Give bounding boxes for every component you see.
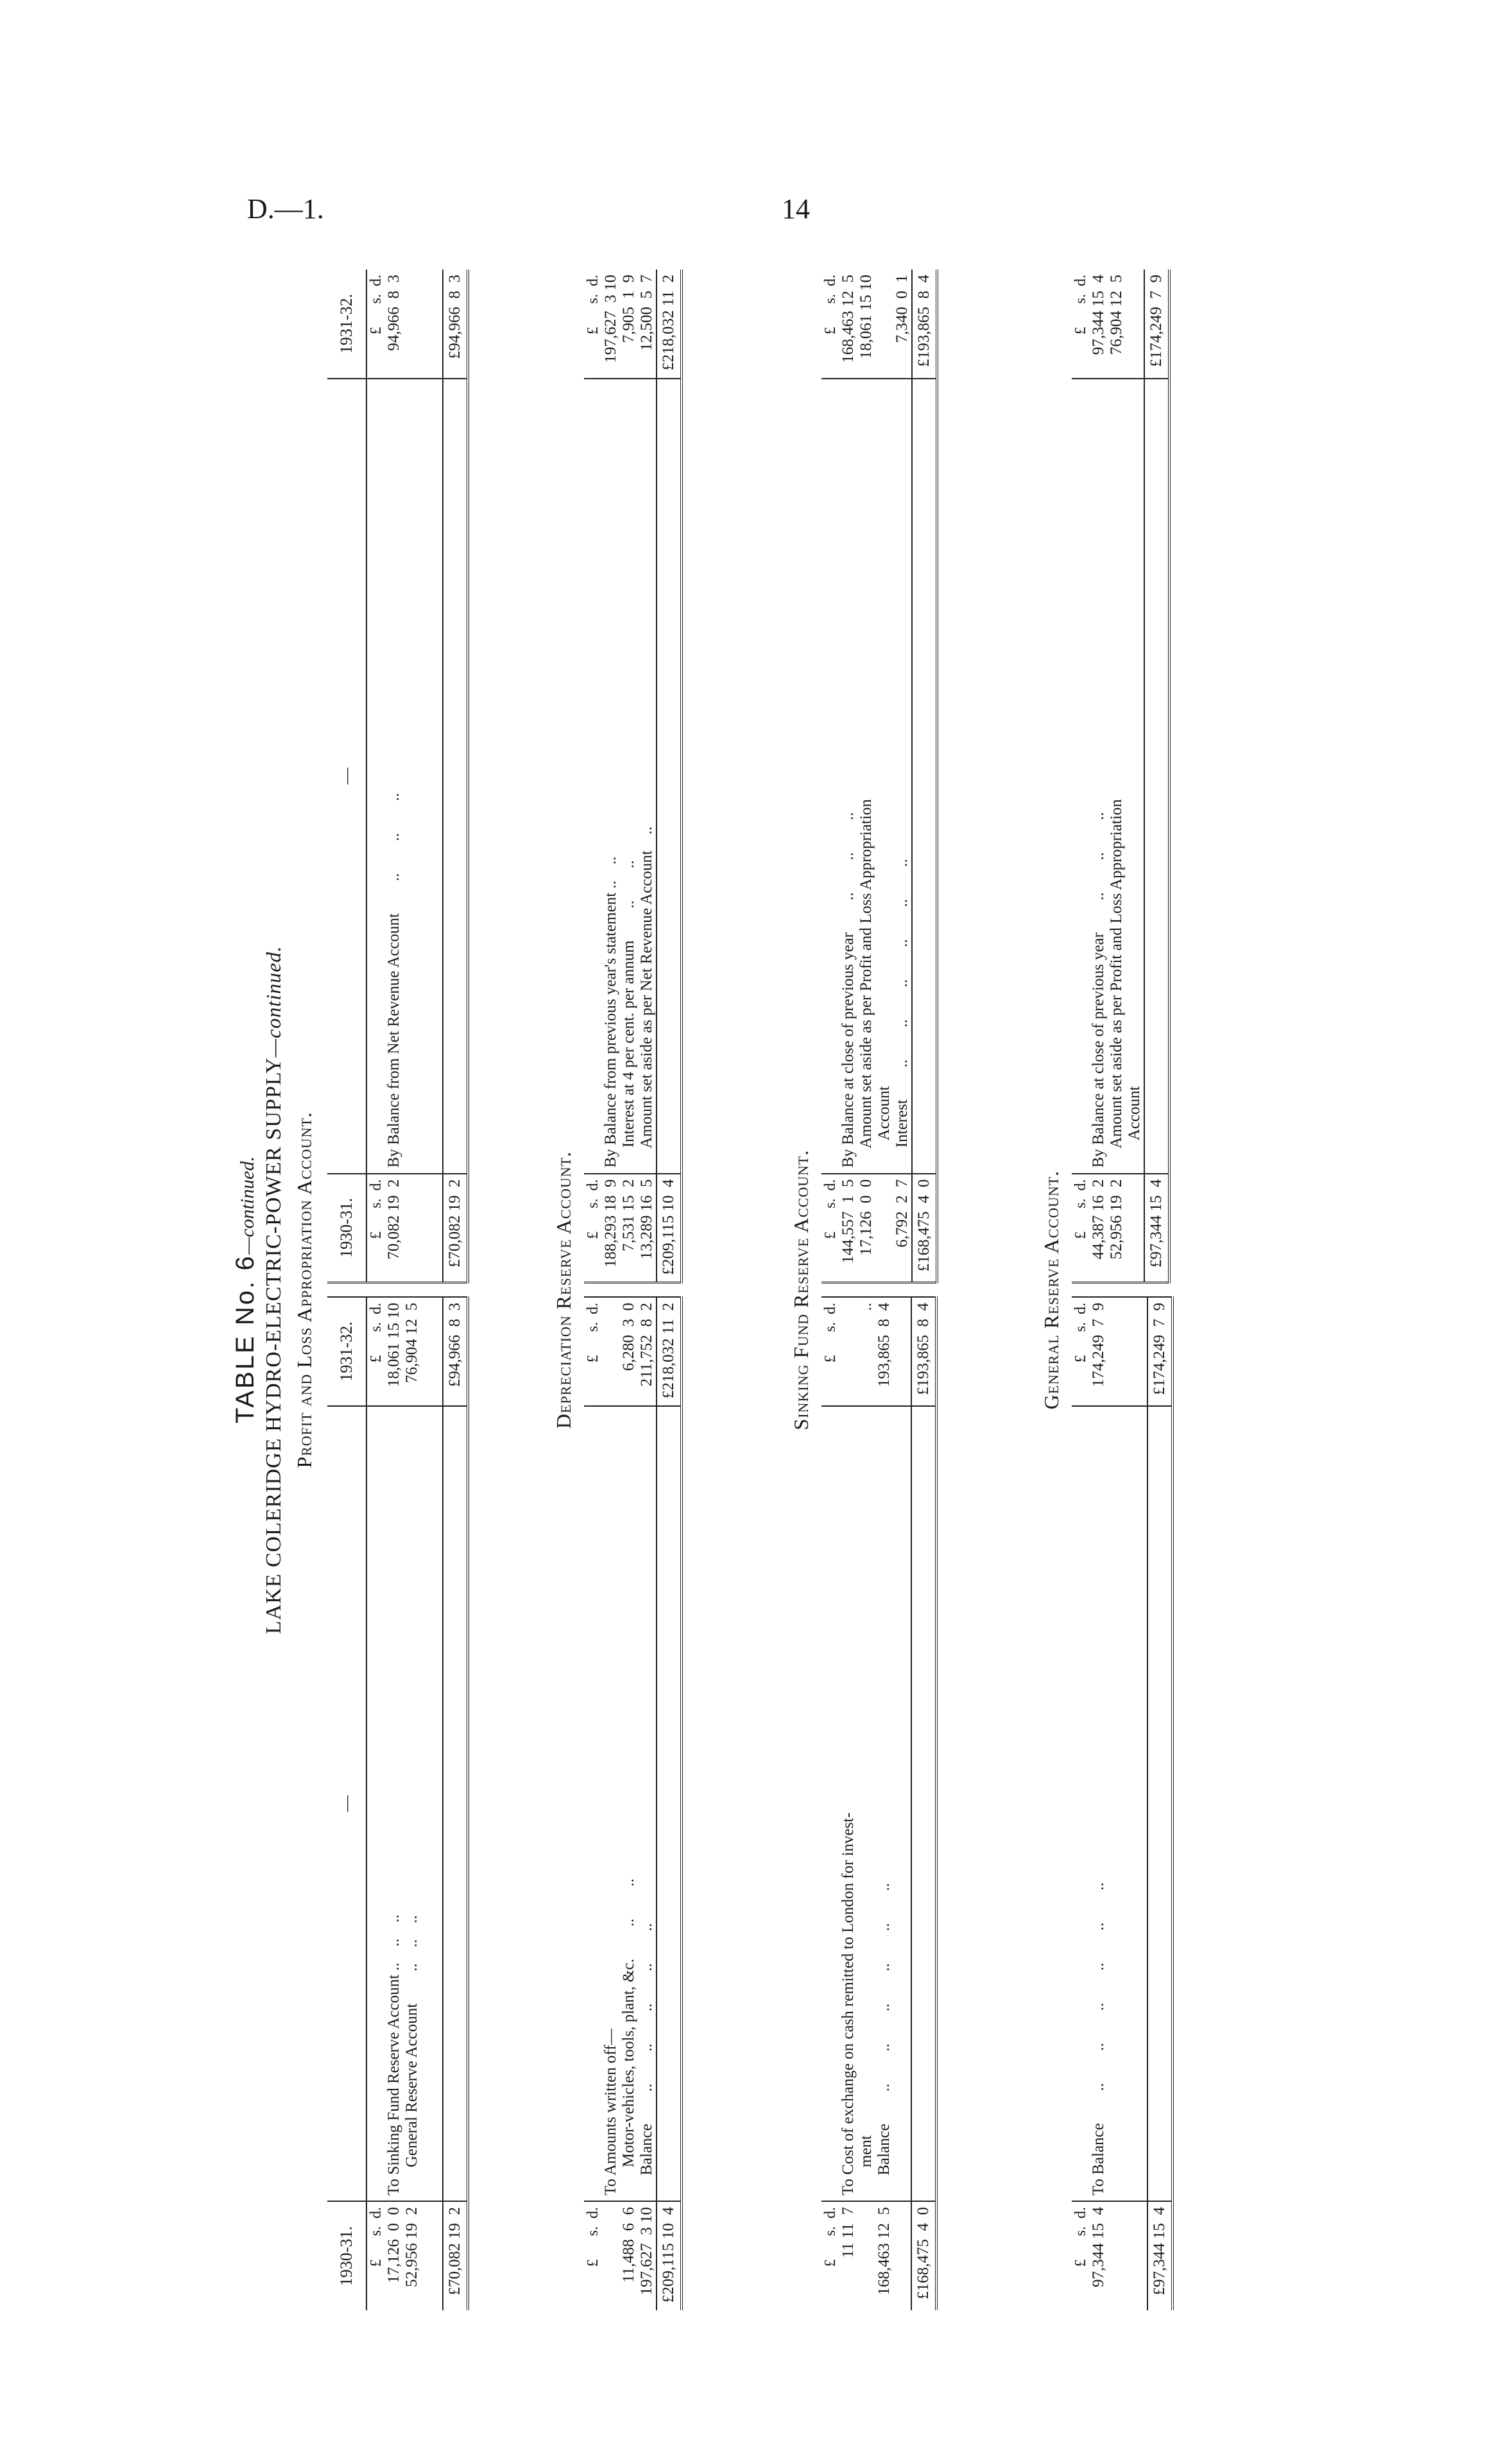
entry-desc: Interest at 4 per cent. per annum .. .. bbox=[620, 379, 638, 1174]
col-header-1930: 1930-31. bbox=[327, 1174, 366, 1283]
entry-desc: Motor-vehicles, tools, plant, &c. .. .. bbox=[620, 1406, 638, 2201]
unit-label: £ s. d. bbox=[821, 2201, 839, 2310]
unit-label: £ s. d. bbox=[1072, 275, 1089, 335]
entry-desc: By Balance at close of previous year .. .. .. bbox=[839, 379, 857, 1174]
amount-cell: 7,905 1 9 bbox=[620, 275, 637, 343]
amount-cell: 44,387 16 2 bbox=[1090, 1174, 1108, 1283]
total-cell: £94,966 8 3 bbox=[443, 270, 468, 379]
sink-credit-table bbox=[821, 270, 938, 1283]
dep-credit-table bbox=[584, 270, 683, 1283]
unit-label: £ s. d. bbox=[1072, 2201, 1090, 2310]
pl-title: Profit and Loss Appropriation Account. bbox=[293, 1112, 316, 1468]
gen-credit-table bbox=[1072, 270, 1171, 1283]
sink-debit-table bbox=[821, 1296, 938, 2310]
main-title-text: LAKE COLERIDGE HYDRO-ELECTRIC-POWER SUPPLY bbox=[262, 1057, 286, 1635]
main-title-suffix: —continued. bbox=[262, 945, 285, 1058]
amount-cell: 52,956 19 2 bbox=[1108, 1174, 1126, 1283]
main-title bbox=[262, 257, 286, 2323]
sink-title: Sinking Fund Reserve Account. bbox=[789, 1149, 812, 1430]
amount-cell: 197,627 3 10 bbox=[638, 2201, 657, 2310]
entry-desc: Balance .. .. .. .. .. bbox=[638, 1406, 657, 2201]
entry-desc: To Balance .. .. .. .. .. .. bbox=[1090, 1406, 1108, 2201]
pl-credit-table bbox=[327, 270, 469, 1283]
unit-label: £ s. d. bbox=[366, 2201, 385, 2310]
col-header-desc: — bbox=[327, 1406, 366, 2201]
amount-cell: 70,082 19 2 bbox=[385, 1174, 403, 1283]
amount-cell: 76,904 12 5 bbox=[1108, 275, 1125, 355]
amount-cell: 17,126 0 0 bbox=[857, 1174, 875, 1283]
amount-cell: 211,752 8 2 bbox=[638, 1297, 657, 1406]
amount-cell: 6,280 3 0 bbox=[620, 1297, 638, 1406]
unit-label: £ s. d. bbox=[585, 275, 601, 335]
amount-cell bbox=[1126, 1174, 1144, 1283]
amount-cell bbox=[839, 1297, 857, 1406]
total-cell: £70,082 19 2 bbox=[443, 1174, 468, 1283]
amount-cell: 7,340 0 1 bbox=[893, 275, 911, 343]
entry-desc: Interest .. .. .. .. .. .. bbox=[893, 379, 912, 1174]
amount-cell bbox=[1126, 270, 1144, 379]
total-cell: £218,032 11 2 bbox=[657, 1297, 682, 1406]
page-number: 14 bbox=[782, 193, 810, 225]
amount-cell: 76,904 12 5 bbox=[403, 1297, 421, 1406]
total-cell: £193,865 8 4 bbox=[912, 270, 937, 379]
total-cell: £174,249 7 9 bbox=[1147, 1297, 1173, 1406]
dep-title: Depreciation Reserve Account. bbox=[552, 1151, 575, 1429]
amount-cell: 7,531 15 2 bbox=[620, 1174, 638, 1283]
unit-label: £ s. d. bbox=[1072, 1297, 1090, 1406]
total-cell: £168,475 4 0 bbox=[911, 2201, 936, 2310]
unit-label: £ s. d. bbox=[584, 2201, 602, 2310]
amount-cell bbox=[875, 270, 893, 379]
entry-desc: Account bbox=[875, 379, 893, 1174]
rotated-page-area bbox=[231, 257, 1386, 2323]
unit-label: £ s. d. bbox=[366, 1297, 385, 1406]
dep-debit-table bbox=[584, 1296, 683, 2310]
unit-label: £ s. d. bbox=[368, 275, 384, 335]
entry-desc: Amount set aside as per Profit and Loss Appropriation bbox=[857, 379, 875, 1174]
entry-desc: Amount set aside as per Net Revenue Account .. bbox=[638, 379, 657, 1174]
amount-cell: 97,344 15 4 bbox=[1090, 2201, 1108, 2310]
total-cell: £97,344 15 4 bbox=[1144, 1174, 1169, 1283]
unit-label: £ s. d. bbox=[821, 1174, 839, 1283]
entry-desc: General Reserve Account .. .. .. bbox=[403, 1406, 421, 2201]
total-cell: £209,115 10 4 bbox=[657, 2201, 682, 2310]
amount-cell: 197,627 3 10 bbox=[602, 275, 619, 363]
amount-cell: 18,061 15 10 bbox=[857, 275, 875, 359]
entry-desc: By Balance from previous year's statement .. .. bbox=[602, 379, 620, 1174]
entry-desc: ment bbox=[857, 1406, 875, 2201]
rotated-content bbox=[231, 257, 1386, 2323]
entry-desc: To Amounts written off— bbox=[602, 1406, 620, 2201]
amount-cell: 97,344 15 4 bbox=[1090, 275, 1107, 355]
total-cell: £94,966 8 3 bbox=[443, 1297, 468, 1406]
amount-cell: 168,463 12 5 bbox=[875, 2201, 893, 2310]
gen-title: General Reserve Account. bbox=[1040, 1170, 1063, 1410]
amount-cell: 144,557 1 5 bbox=[839, 1174, 857, 1283]
pl-debit-table bbox=[327, 1296, 469, 2310]
amount-cell bbox=[875, 1174, 893, 1283]
table-suffix: —continued. bbox=[237, 1156, 258, 1255]
entry-desc: Amount set aside as per Profit and Loss Appropriation bbox=[1108, 379, 1126, 1174]
amount-cell: 12,500 5 7 bbox=[638, 275, 655, 351]
unit-label: £ s. d. bbox=[584, 1174, 602, 1283]
entry-desc: By Balance at close of previous year .. .. .. bbox=[1090, 379, 1108, 1174]
unit-label: £ s. d. bbox=[584, 1297, 602, 1406]
gen-debit-table bbox=[1072, 1296, 1174, 2310]
amount-cell: 188,293 18 9 bbox=[602, 1174, 620, 1283]
table-title bbox=[231, 257, 260, 2323]
col-header-1931: 1931-32. bbox=[327, 1297, 366, 1406]
amount-cell bbox=[602, 2201, 620, 2310]
entry-desc: To Sinking Fund Reserve Account .. .. .. bbox=[385, 1406, 403, 2201]
entry-desc: By Balance from Net Revenue Account .. .. .. bbox=[385, 379, 403, 1174]
amount-cell: 174,249 7 9 bbox=[1090, 1297, 1108, 1406]
unit-label: £ s. d. bbox=[1072, 1174, 1090, 1283]
unit-label: £ s. d. bbox=[821, 1297, 839, 1406]
page-code: D.—1. bbox=[247, 193, 324, 225]
amount-cell bbox=[857, 2201, 875, 2310]
amount-cell: 11 11 7 bbox=[839, 2201, 857, 2310]
amount-cell bbox=[602, 1297, 620, 1406]
total-cell: £174,249 7 9 bbox=[1144, 270, 1169, 379]
amount-cell: 193,865 8 4 bbox=[875, 1297, 893, 1406]
total-cell: £193,865 8 4 bbox=[911, 1297, 936, 1406]
col-header-1931: 1931-32. bbox=[327, 270, 366, 379]
col-header-1930: 1930-31. bbox=[327, 2201, 366, 2310]
amount-cell: 17,126 0 0 bbox=[385, 2201, 403, 2310]
entry-desc: To Cost of exchange on cash remitted to London for invest- bbox=[839, 1406, 857, 2201]
col-header-desc: — bbox=[327, 379, 366, 1174]
amount-cell: 11,488 6 6 bbox=[620, 2201, 638, 2310]
total-cell: £97,344 15 4 bbox=[1147, 2201, 1173, 2310]
total-cell: £218,032 11 2 bbox=[657, 270, 682, 379]
total-cell: £209,115 10 4 bbox=[657, 1174, 682, 1283]
total-cell: £168,475 4 0 bbox=[912, 1174, 937, 1283]
total-cell: £70,082 19 2 bbox=[443, 2201, 468, 2310]
amount-cell: 52,956 19 2 bbox=[403, 2201, 421, 2310]
amount-cell: 18,061 15 10 bbox=[385, 1297, 403, 1406]
unit-label: £ s. d. bbox=[366, 1174, 385, 1283]
amount-cell: 168,463 12 5 bbox=[839, 275, 857, 363]
amount-cell: 13,289 16 5 bbox=[638, 1174, 657, 1283]
amount-cell: 94,966 8 3 bbox=[385, 275, 402, 351]
table-number: TABLE No. 6 bbox=[231, 1254, 259, 1423]
amount-cell: 6,792 2 7 bbox=[893, 1174, 912, 1283]
unit-label: £ s. d. bbox=[822, 275, 839, 335]
entry-desc: Account bbox=[1126, 379, 1144, 1174]
amount-cell: .. bbox=[857, 1297, 875, 1406]
entry-desc: Balance .. .. .. .. .. .. bbox=[875, 1406, 893, 2201]
